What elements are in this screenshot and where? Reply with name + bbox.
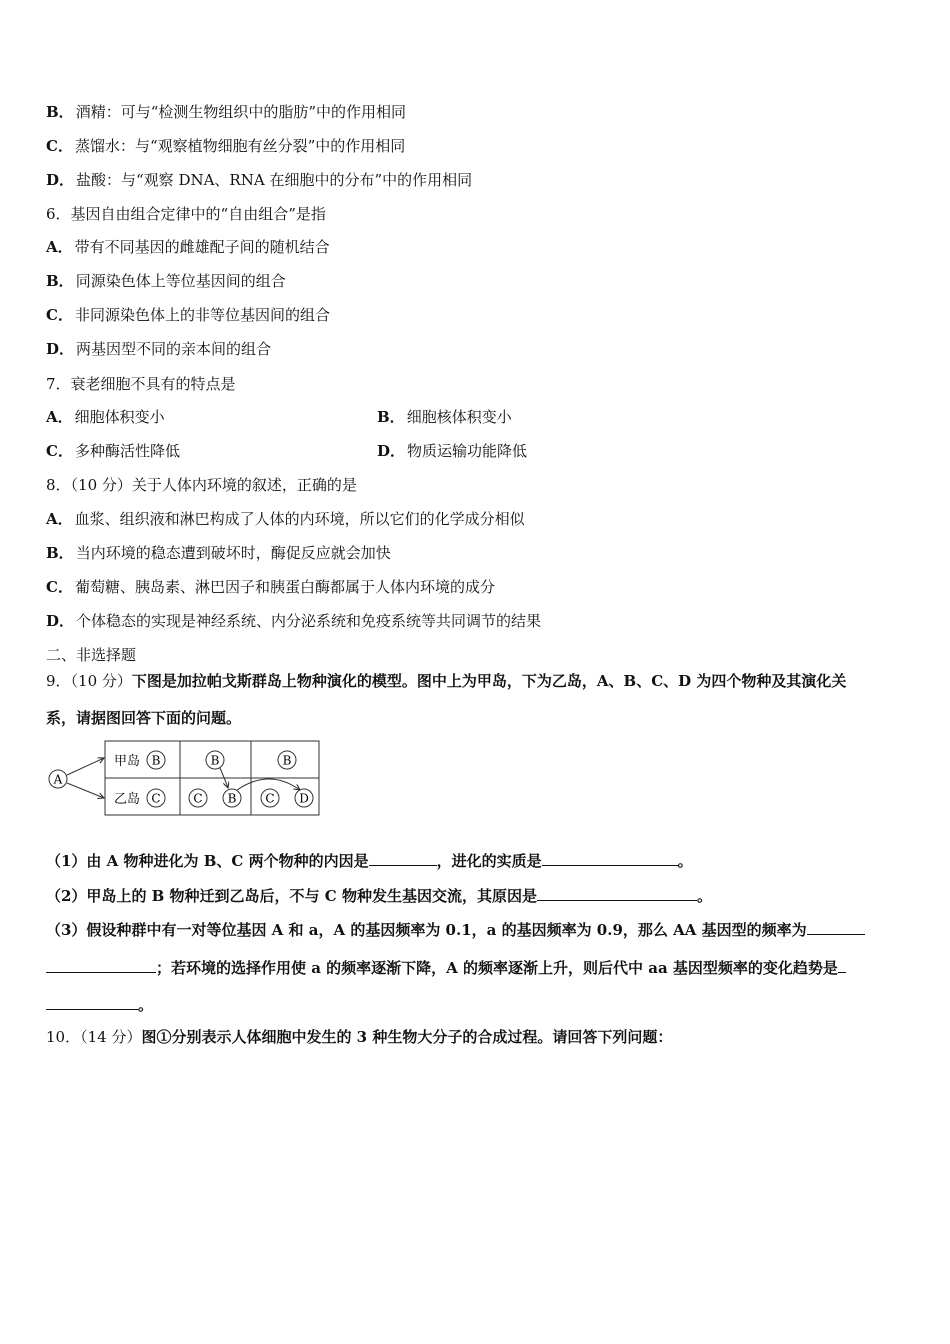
q6-option-b: B． 同源染色体上等位基因间的组合	[46, 272, 286, 290]
q9-sub2: （2）甲岛上的 B 物种迁到乙岛后，不与 C 物种发生基因交流，其原因是 。	[46, 887, 712, 905]
svg-text:B: B	[151, 753, 161, 768]
svg-text:B: B	[210, 753, 220, 768]
svg-text:D: D	[299, 791, 309, 806]
q9-sub3-line2: ；若环境的选择作用使 a 的频率逐渐下降，A 的频率逐渐上升，则后代中 aa 基因型频率的变化趋势是	[46, 957, 846, 978]
arrow-a-to-b	[67, 758, 104, 775]
answer-blank[interactable]	[542, 850, 678, 866]
q6-option-c: C． 非同源染色体上的非等位基因间的组合	[46, 306, 330, 324]
island-bottom-label: 乙岛	[114, 792, 141, 807]
q8-stem: 8．（10 分）关于人体内环境的叙述，正确的是	[46, 476, 357, 494]
q9-sub1: （1）由 A 物种进化为 B、C 两个物种的内因是 ，进化的实质是 。	[46, 852, 693, 870]
svg-text:A: A	[53, 772, 63, 787]
svg-text:C: C	[265, 791, 275, 806]
q6-stem: 6．基因自由组合定律中的“自由组合”是指	[46, 205, 326, 223]
q8-option-c: C． 葡萄糖、胰岛素、淋巴因子和胰蛋白酶都属于人体内环境的成分	[46, 578, 495, 596]
q8-option-a: A． 血浆、组织液和淋巴构成了人体的内环境，所以它们的化学成分相似	[46, 510, 525, 528]
speciation-arrow	[237, 779, 300, 790]
svg-text:C: C	[151, 791, 161, 806]
species-b-node	[206, 751, 224, 769]
species-b-node	[223, 789, 241, 807]
q7-option-a: A． 细胞体积变小	[46, 408, 165, 426]
species-c-node	[261, 789, 279, 807]
q6-option-a: A． 带有不同基因的雌雄配子间的随机结合	[46, 238, 330, 256]
svg-text:C: C	[193, 791, 203, 806]
q6-option-d: D． 两基因型不同的亲本间的组合	[46, 340, 272, 358]
q8-option-b: B． 当内环境的稳态遭到破坏时，酶促反应就会加快	[46, 544, 391, 562]
species-c-node	[147, 789, 165, 807]
q7-stem: 7．衰老细胞不具有的特点是	[46, 375, 236, 393]
answer-blank[interactable]	[807, 919, 865, 935]
answer-blank[interactable]	[537, 885, 697, 901]
island-top-label: 甲岛	[114, 754, 141, 769]
arrow-a-to-c	[67, 783, 104, 798]
q5-option-b: B． 酒精：可与“检测生物组织中的脂肪”中的作用相同	[46, 103, 407, 121]
q9-stem-line1: 9．（10 分）下图是加拉帕戈斯群岛上物种演化的模型。图中上为甲岛，下为乙岛，A、B、C、D 为四个物种及其演化关	[46, 672, 847, 690]
answer-blank[interactable]	[838, 957, 846, 973]
species-c-node	[189, 789, 207, 807]
svg-text:B: B	[282, 753, 292, 768]
q9-sub3-line1: （3）假设种群中有一对等位基因 A 和 a，A 的基因频率为 0.1，a 的基因频率为 0.9，那么 AA 基因型的频率为	[46, 919, 865, 940]
answer-blank[interactable]	[369, 850, 437, 866]
q10-stem: 10．（14 分）图①分别表示人体细胞中发生的 3 种生物大分子的合成过程。请回答下列问题：	[46, 1028, 673, 1046]
species-b-node	[278, 751, 296, 769]
q5-option-c: C． 蒸馏水：与“观察植物细胞有丝分裂”中的作用相同	[46, 137, 406, 155]
species-a-node	[49, 770, 67, 788]
q9-sub3-line3: 。	[46, 994, 153, 1015]
q7-option-d: D． 物质运输功能降低	[377, 442, 528, 460]
svg-text:B: B	[227, 791, 237, 806]
answer-blank[interactable]	[46, 957, 156, 973]
q7-option-b: B． 细胞核体积变小	[377, 408, 512, 426]
q5-option-d: D． 盐酸：与“观察 DNA、RNA 在细胞中的分布”中的作用相同	[46, 171, 473, 189]
q9-stem-line2: 系，请据图回答下面的问题。	[46, 709, 242, 727]
q7-options-row2	[46, 441, 906, 461]
answer-blank[interactable]	[46, 994, 138, 1010]
q7-options-row1	[46, 407, 906, 427]
q8-option-d: D． 个体稳态的实现是神经系统、内分泌系统和免疫系统等共同调节的结果	[46, 612, 542, 630]
section-title: 二、非选择题	[46, 646, 137, 664]
species-b-node	[147, 751, 165, 769]
species-d-node	[295, 789, 313, 807]
q7-option-c: C． 多种酶活性降低	[46, 442, 180, 460]
species-evolution-diagram	[44, 738, 324, 818]
